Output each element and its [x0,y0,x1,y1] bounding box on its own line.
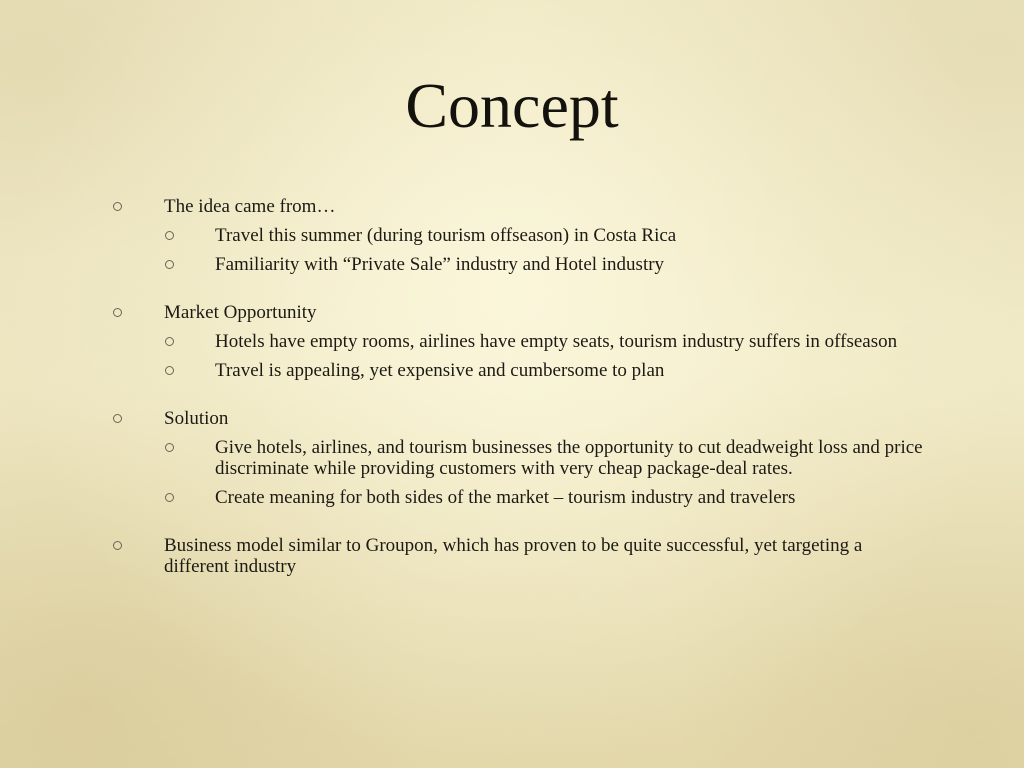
hollow-circle-bullet-icon [113,414,122,423]
hollow-circle-bullet-icon [165,493,174,502]
sub-bullet-empty-rooms [112,331,932,352]
sub-bullet-text: Give hotels, airlines, and tourism businesses the opportunity to cut deadweight loss and price discriminate while providing customers with very cheap package-deal rates. [215,437,923,479]
bullet-market-opportunity [112,302,932,323]
sub-bullet-text: Create meaning for both sides of the market – tourism industry and travelers [215,487,796,508]
hollow-circle-bullet-icon [113,202,122,211]
bullet-text: Market Opportunity [164,302,317,323]
sub-bullet-travel-appealing [112,360,932,381]
bullet-idea [112,196,932,217]
bullet-text: The idea came from… [164,196,336,217]
slide-title: Concept [405,70,619,141]
hollow-circle-bullet-icon [165,337,174,346]
bullet-solution [112,408,932,429]
sub-bullet-text: Travel this summer (during tourism offseason) in Costa Rica [215,225,677,246]
sub-bullet-text: Familiarity with “Private Sale” industry and Hotel industry [215,254,665,275]
sub-bullet-give-hotels [112,437,932,479]
bullet-business-model [112,535,932,577]
hollow-circle-bullet-icon [165,366,174,375]
sub-bullet-text: Travel is appealing, yet expensive and cumbersome to plan [215,360,665,381]
hollow-circle-bullet-icon [113,308,122,317]
hollow-circle-bullet-icon [165,260,174,269]
bullet-text: Business model similar to Groupon, which has proven to be quite successful, yet targeting a different industry [164,535,863,577]
hollow-circle-bullet-icon [113,541,122,550]
slide-content [112,196,932,577]
bullet-text: Solution [164,408,229,429]
hollow-circle-bullet-icon [165,231,174,240]
hollow-circle-bullet-icon [165,443,174,452]
sub-bullet-travel [112,225,932,246]
sub-bullet-text: Hotels have empty rooms, airlines have empty seats, tourism industry suffers in offseason [215,331,898,352]
sub-bullet-familiarity [112,254,932,275]
sub-bullet-create-meaning [112,487,932,508]
